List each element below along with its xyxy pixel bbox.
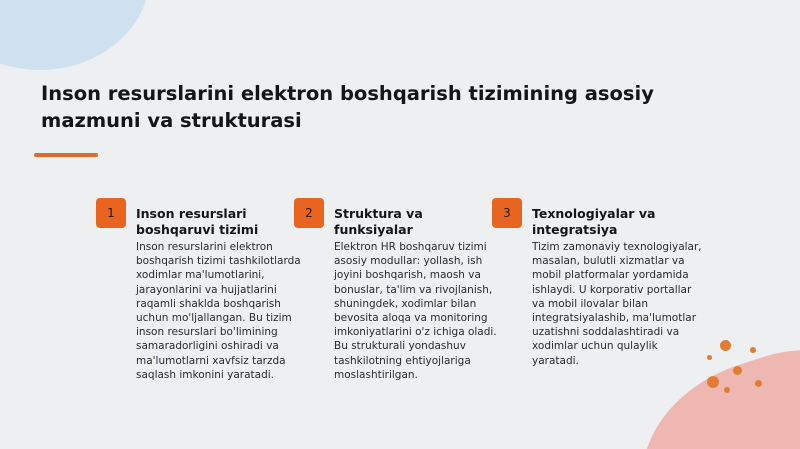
card-number-badge: 1 xyxy=(96,198,126,228)
card-heading: Struktura va funksiyalar xyxy=(334,206,423,237)
card-number-badge: 2 xyxy=(294,198,324,228)
title-accent-bar xyxy=(34,153,98,157)
card-body-text: Tizim zamonaviy texnologiyalar, masalan, bulutli xizmatlar va mobil platformalar yordamida ishlaydi. U korporativ portallar va mobil ilovalar bilan integratsiyalashib, ma'lumotlar uzatishni soddalashtiradi va xodimlar uchun qulaylik yaratadi. xyxy=(532,241,702,367)
decorative-dot xyxy=(724,387,730,393)
decorative-dot xyxy=(733,366,742,375)
card-heading: Inson resurslari boshqaruvi tizimi xyxy=(136,206,259,237)
card-3 xyxy=(503,198,704,368)
decorative-dot xyxy=(755,380,762,387)
decorative-blob-top-left xyxy=(0,0,150,70)
card-heading: Texnologiyalar va integratsiya xyxy=(532,206,656,237)
decorative-dot xyxy=(707,376,719,388)
decorative-dot xyxy=(750,347,756,353)
card-body-text: Elektron HR boshqaruv tizimi asosiy modullar: yollash, ish joyini boshqarish, maosh va bonuslar, ta'lim va rivojlanish, shuningdek, xodimlar bilan bevosita aloqa va monitoring imkoniyatlarini o'z ichiga oladi. Bu strukturali yondashuv tashkilotning ehtiyojlariga moslashtirilgan. xyxy=(334,241,497,381)
decorative-dot xyxy=(707,355,712,360)
card-1 xyxy=(107,198,312,382)
card-body-text: Inson resurslarini elektron boshqarish tizimi tashkilotlarda xodimlar ma'lumotlarini, jarayonlarini va hujjatlarini raqamli shaklda boshqarish uchun mo'ljallangan. Bu tizim inson resurslari bo'limining samaradorligini oshiradi va ma'lumotlarni xavfsiz tarzda saqlash imkonini yaratadi. xyxy=(136,241,301,381)
card-number-badge: 3 xyxy=(492,198,522,228)
decorative-dot xyxy=(720,340,731,351)
card-2 xyxy=(305,198,504,382)
slide-title: Inson resurslarini elektron boshqarish tizimining asosiy mazmuni va strukturasi xyxy=(41,82,654,132)
